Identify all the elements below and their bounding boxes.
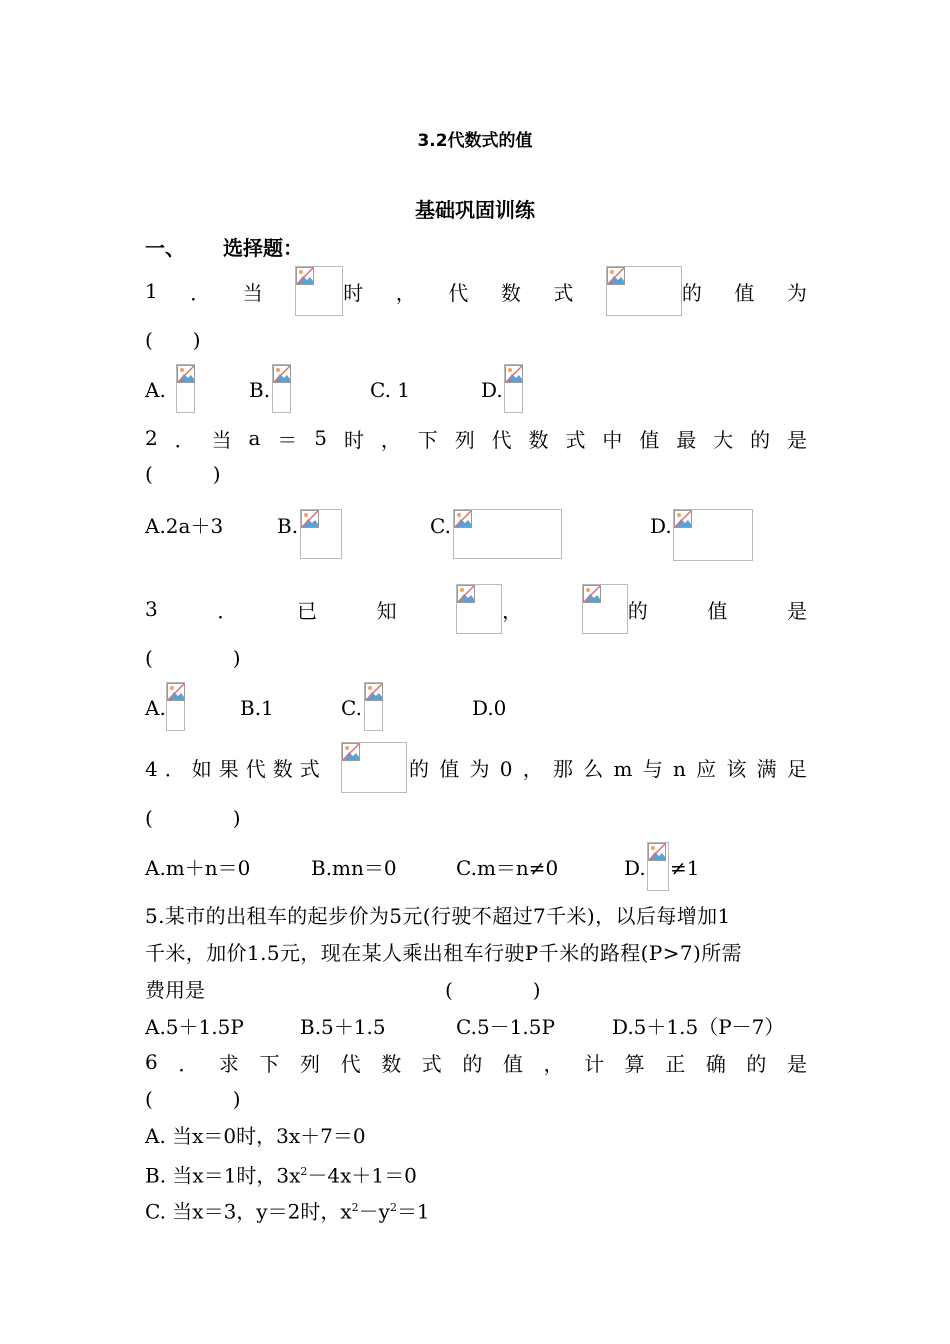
question-4-option-a: A.m＋n＝0 <box>145 856 251 880</box>
question-2-option-a: A.2a＋3 <box>145 514 224 538</box>
question-3-option-c: C. <box>341 696 362 720</box>
question-5-line-1: 5.某市的出租车的起步价为5元(行驶不超过7千米)，以后每增加1 <box>145 904 731 928</box>
question-1-option-a: A. <box>145 378 166 402</box>
question-5-option-d: D.5＋1.5（P－7） <box>612 1015 785 1039</box>
question-5-line-3: 费用是 <box>145 978 205 1002</box>
question-4-option-c: C.m＝n≠0 <box>456 856 559 880</box>
part-name: 选择题： <box>223 236 303 260</box>
question-4-stem-start: 4．如果代数式 <box>145 757 327 781</box>
question-4-stem-end: 的 值 为 0 ， 那 么 m 与 n 应 该 满 足 <box>409 757 807 781</box>
question-2-stem: 2 ． 当 a ＝ 5 时 ， 下 列 代 数 式 中 值 最 大 的 是 <box>145 426 807 452</box>
question-1-option-b: B. <box>249 378 271 402</box>
formula-image-icon <box>456 584 502 634</box>
formula-image-icon <box>504 364 523 413</box>
page-title: 3.2代数式的值 <box>417 131 533 151</box>
question-2-option-d: D. <box>650 514 672 538</box>
question-1-paren: ( ) <box>145 328 201 352</box>
question-4-option-d: D. <box>624 856 646 880</box>
part-heading <box>145 232 303 261</box>
question-3-option-a: A. <box>145 696 166 720</box>
formula-image-icon <box>582 584 628 634</box>
question-3-option-d: D.0 <box>472 696 507 720</box>
formula-image-icon <box>673 509 753 561</box>
question-3-stem: 3 ． 已 知 ， 的 值 是 <box>145 583 807 635</box>
question-6-stem: 6 ． 求 下 列 代 数 式 的 值 ， 计 算 正 确 的 是 <box>145 1050 807 1076</box>
question-6-paren: ( ) <box>145 1087 241 1111</box>
question-4-paren: ( ) <box>145 806 241 830</box>
formula-image-icon <box>647 842 669 891</box>
question-2-option-b: B. <box>277 514 299 538</box>
formula-image-icon <box>364 682 383 731</box>
question-5-paren: ( ) <box>445 978 541 1002</box>
formula-image-icon <box>300 509 342 559</box>
question-6-option-a: A. 当x＝0时，3x＋7＝0 <box>145 1124 366 1148</box>
question-3-option-b: B.1 <box>240 696 274 720</box>
question-6-option-c: C. 当x＝3，y＝2时，$x^2-y^2=1$ <box>145 1199 430 1224</box>
section-heading: 基础巩固训练 <box>415 198 535 222</box>
formula-image-icon <box>176 364 195 413</box>
formula-image-icon <box>166 682 185 731</box>
formula-image-icon <box>295 266 343 316</box>
question-4-option-d-tail: ≠1 <box>670 856 700 880</box>
formula-image-icon <box>272 364 291 413</box>
question-3-paren: ( ) <box>145 646 241 670</box>
formula-image-icon <box>341 742 407 793</box>
question-1-stem: 1 ． 当 时 ， 代 数 式 的 值 为 <box>145 265 807 317</box>
part-number: 一、 <box>145 236 185 260</box>
formula-image-icon <box>606 266 682 316</box>
question-5-option-c: C.5－1.5P <box>456 1015 555 1039</box>
question-4-option-b: B.mn＝0 <box>311 856 397 880</box>
question-2-option-c: C. <box>430 514 451 538</box>
formula-image-icon <box>453 509 562 559</box>
question-6-option-b: B. 当x＝1时，$3x^2-4x+1=0$ <box>145 1163 417 1188</box>
question-5-option-a: A.5＋1.5P <box>145 1015 244 1039</box>
question-2-paren: ( ) <box>145 462 221 486</box>
question-5-option-b: B.5＋1.5 <box>300 1015 386 1039</box>
question-5-line-2: 千米，加价1.5元，现在某人乘出租车行驶P千米的路程(P>7)所需 <box>145 941 743 965</box>
question-1-option-d: D. <box>481 378 503 402</box>
question-1-option-c: C. 1 <box>370 378 411 402</box>
